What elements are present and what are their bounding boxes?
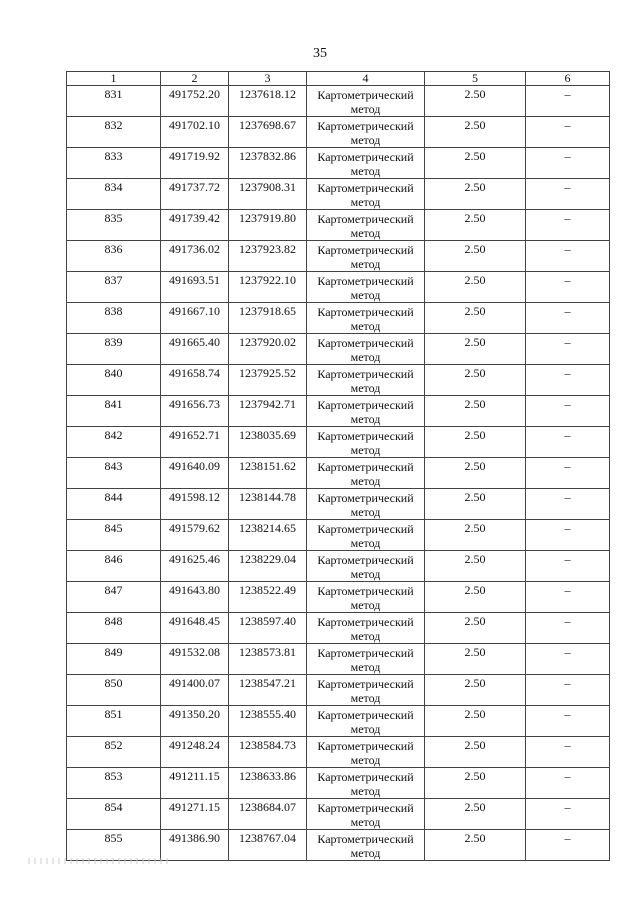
y-coordinate-cell: 1237919.80 (229, 210, 307, 241)
method-line-2: метод (350, 133, 381, 147)
method-line-2: метод (350, 691, 381, 705)
method-line-2: метод (350, 164, 381, 178)
note-cell: – (526, 303, 610, 334)
table-row (67, 86, 610, 117)
method-cell (307, 458, 425, 489)
method-line-2: метод (350, 257, 381, 271)
accuracy-cell: 2.50 (425, 148, 526, 179)
method-cell (307, 489, 425, 520)
point-number-cell: 851 (67, 706, 161, 737)
accuracy-cell: 2.50 (425, 830, 526, 861)
y-coordinate-cell: 1238573.81 (229, 644, 307, 675)
accuracy-cell: 2.50 (425, 737, 526, 768)
method-line-2: метод (350, 629, 381, 643)
method-line-1: Картометрический (317, 119, 414, 133)
note-cell: – (526, 117, 610, 148)
method-cell (307, 582, 425, 613)
y-coordinate-cell: 1238684.07 (229, 799, 307, 830)
table-header-row (67, 72, 610, 86)
method-line-2: метод (350, 288, 381, 302)
method-line-2: метод (350, 536, 381, 550)
note-cell: – (526, 458, 610, 489)
y-coordinate-cell: 1237920.02 (229, 334, 307, 365)
x-coordinate-cell: 491648.45 (161, 613, 229, 644)
x-coordinate-cell: 491271.15 (161, 799, 229, 830)
method-line-1: Картометрический (317, 739, 414, 753)
note-cell: – (526, 613, 610, 644)
accuracy-cell: 2.50 (425, 582, 526, 613)
table-row (67, 768, 610, 799)
note-cell: – (526, 210, 610, 241)
method-line-2: метод (350, 226, 381, 240)
method-line-2: метод (350, 102, 381, 116)
method-cell (307, 737, 425, 768)
x-coordinate-cell: 491752.20 (161, 86, 229, 117)
accuracy-cell: 2.50 (425, 365, 526, 396)
table-row (67, 799, 610, 830)
method-cell (307, 365, 425, 396)
method-cell (307, 210, 425, 241)
method-line-1: Картометрический (317, 646, 414, 660)
point-number-cell: 839 (67, 334, 161, 365)
method-line-2: метод (350, 412, 381, 426)
point-number-cell: 854 (67, 799, 161, 830)
y-coordinate-cell: 1237918.65 (229, 303, 307, 334)
note-cell: – (526, 365, 610, 396)
method-cell (307, 148, 425, 179)
scan-artifact (28, 858, 168, 864)
column-header: 1 (67, 72, 161, 86)
method-line-1: Картометрический (317, 398, 414, 412)
y-coordinate-cell: 1238555.40 (229, 706, 307, 737)
accuracy-cell: 2.50 (425, 179, 526, 210)
y-coordinate-cell: 1238144.78 (229, 489, 307, 520)
column-header: 6 (526, 72, 610, 86)
method-line-2: метод (350, 753, 381, 767)
accuracy-cell: 2.50 (425, 489, 526, 520)
method-line-1: Картометрический (317, 615, 414, 629)
note-cell: – (526, 86, 610, 117)
accuracy-cell: 2.50 (425, 799, 526, 830)
table-row (67, 613, 610, 644)
accuracy-cell: 2.50 (425, 644, 526, 675)
point-number-cell: 853 (67, 768, 161, 799)
y-coordinate-cell: 1238597.40 (229, 613, 307, 644)
method-line-1: Картометрический (317, 522, 414, 536)
x-coordinate-cell: 491665.40 (161, 334, 229, 365)
table-row (67, 582, 610, 613)
note-cell: – (526, 427, 610, 458)
y-coordinate-cell: 1238633.86 (229, 768, 307, 799)
x-coordinate-cell: 491211.15 (161, 768, 229, 799)
method-line-1: Картометрический (317, 832, 414, 846)
point-number-cell: 836 (67, 241, 161, 272)
point-number-cell: 842 (67, 427, 161, 458)
y-coordinate-cell: 1238584.73 (229, 737, 307, 768)
point-number-cell: 844 (67, 489, 161, 520)
point-number-cell: 838 (67, 303, 161, 334)
method-line-2: метод (350, 784, 381, 798)
method-cell (307, 520, 425, 551)
method-line-1: Картометрический (317, 584, 414, 598)
table-row (67, 675, 610, 706)
note-cell: – (526, 241, 610, 272)
method-line-1: Картометрический (317, 305, 414, 319)
note-cell: – (526, 520, 610, 551)
table-row (67, 489, 610, 520)
method-line-2: метод (350, 722, 381, 736)
x-coordinate-cell: 491640.09 (161, 458, 229, 489)
method-line-2: метод (350, 443, 381, 457)
note-cell: – (526, 582, 610, 613)
method-line-1: Картометрический (317, 150, 414, 164)
x-coordinate-cell: 491693.51 (161, 272, 229, 303)
point-number-cell: 845 (67, 520, 161, 551)
note-cell: – (526, 489, 610, 520)
method-cell (307, 86, 425, 117)
accuracy-cell: 2.50 (425, 334, 526, 365)
y-coordinate-cell: 1238229.04 (229, 551, 307, 582)
method-line-2: метод (350, 846, 381, 860)
x-coordinate-cell: 491719.92 (161, 148, 229, 179)
x-coordinate-cell: 491652.71 (161, 427, 229, 458)
method-cell (307, 675, 425, 706)
y-coordinate-cell: 1238035.69 (229, 427, 307, 458)
method-line-1: Картометрический (317, 429, 414, 443)
method-cell (307, 768, 425, 799)
table-row (67, 551, 610, 582)
y-coordinate-cell: 1237923.82 (229, 241, 307, 272)
column-header: 5 (425, 72, 526, 86)
note-cell: – (526, 396, 610, 427)
method-cell (307, 241, 425, 272)
accuracy-cell: 2.50 (425, 303, 526, 334)
accuracy-cell: 2.50 (425, 458, 526, 489)
table-row (67, 520, 610, 551)
method-line-1: Картометрический (317, 367, 414, 381)
method-cell (307, 830, 425, 861)
y-coordinate-cell: 1238767.04 (229, 830, 307, 861)
point-number-cell: 841 (67, 396, 161, 427)
method-cell (307, 644, 425, 675)
table-row (67, 334, 610, 365)
method-line-1: Картометрический (317, 243, 414, 257)
note-cell: – (526, 334, 610, 365)
x-coordinate-cell: 491737.72 (161, 179, 229, 210)
point-number-cell: 840 (67, 365, 161, 396)
x-coordinate-cell: 491702.10 (161, 117, 229, 148)
x-coordinate-cell: 491736.02 (161, 241, 229, 272)
accuracy-cell: 2.50 (425, 520, 526, 551)
note-cell: – (526, 737, 610, 768)
x-coordinate-cell: 491350.20 (161, 706, 229, 737)
accuracy-cell: 2.50 (425, 86, 526, 117)
note-cell: – (526, 179, 610, 210)
point-number-cell: 834 (67, 179, 161, 210)
x-coordinate-cell: 491400.07 (161, 675, 229, 706)
method-line-2: метод (350, 505, 381, 519)
method-line-1: Картометрический (317, 677, 414, 691)
x-coordinate-cell: 491248.24 (161, 737, 229, 768)
table-row (67, 210, 610, 241)
note-cell: – (526, 830, 610, 861)
table-row (67, 241, 610, 272)
y-coordinate-cell: 1238547.21 (229, 675, 307, 706)
column-header: 2 (161, 72, 229, 86)
accuracy-cell: 2.50 (425, 613, 526, 644)
x-coordinate-cell: 491667.10 (161, 303, 229, 334)
method-cell (307, 179, 425, 210)
x-coordinate-cell: 491579.62 (161, 520, 229, 551)
method-cell (307, 551, 425, 582)
method-line-2: метод (350, 474, 381, 488)
table-row (67, 303, 610, 334)
method-cell (307, 334, 425, 365)
method-line-2: метод (350, 598, 381, 612)
note-cell: – (526, 675, 610, 706)
table-row (67, 458, 610, 489)
method-line-1: Картометрический (317, 770, 414, 784)
method-line-1: Картометрический (317, 460, 414, 474)
method-line-2: метод (350, 381, 381, 395)
method-cell (307, 427, 425, 458)
accuracy-cell: 2.50 (425, 427, 526, 458)
method-line-2: метод (350, 319, 381, 333)
note-cell: – (526, 706, 610, 737)
accuracy-cell: 2.50 (425, 675, 526, 706)
accuracy-cell: 2.50 (425, 396, 526, 427)
y-coordinate-cell: 1237925.52 (229, 365, 307, 396)
point-number-cell: 846 (67, 551, 161, 582)
point-number-cell: 849 (67, 644, 161, 675)
point-number-cell: 831 (67, 86, 161, 117)
method-line-2: метод (350, 660, 381, 674)
y-coordinate-cell: 1238214.65 (229, 520, 307, 551)
point-number-cell: 855 (67, 830, 161, 861)
method-cell (307, 799, 425, 830)
table-row (67, 427, 610, 458)
point-number-cell: 833 (67, 148, 161, 179)
method-line-1: Картометрический (317, 88, 414, 102)
x-coordinate-cell: 491386.90 (161, 830, 229, 861)
method-cell (307, 706, 425, 737)
y-coordinate-cell: 1238522.49 (229, 582, 307, 613)
page-number: 35 (313, 46, 327, 61)
y-coordinate-cell: 1237698.67 (229, 117, 307, 148)
table-row (67, 706, 610, 737)
coordinates-table (66, 71, 610, 861)
method-line-2: метод (350, 567, 381, 581)
point-number-cell: 835 (67, 210, 161, 241)
table-row (67, 272, 610, 303)
note-cell: – (526, 272, 610, 303)
point-number-cell: 847 (67, 582, 161, 613)
method-line-1: Картометрический (317, 708, 414, 722)
table-row (67, 644, 610, 675)
note-cell: – (526, 148, 610, 179)
column-header: 3 (229, 72, 307, 86)
method-line-2: метод (350, 350, 381, 364)
table-row (67, 737, 610, 768)
y-coordinate-cell: 1237922.10 (229, 272, 307, 303)
point-number-cell: 852 (67, 737, 161, 768)
accuracy-cell: 2.50 (425, 210, 526, 241)
x-coordinate-cell: 491656.73 (161, 396, 229, 427)
method-line-1: Картометрический (317, 181, 414, 195)
note-cell: – (526, 644, 610, 675)
x-coordinate-cell: 491625.46 (161, 551, 229, 582)
y-coordinate-cell: 1237618.12 (229, 86, 307, 117)
method-line-1: Картометрический (317, 801, 414, 815)
table-row (67, 179, 610, 210)
method-cell (307, 303, 425, 334)
x-coordinate-cell: 491598.12 (161, 489, 229, 520)
note-cell: – (526, 768, 610, 799)
x-coordinate-cell: 491643.80 (161, 582, 229, 613)
accuracy-cell: 2.50 (425, 768, 526, 799)
table-row (67, 148, 610, 179)
y-coordinate-cell: 1237942.71 (229, 396, 307, 427)
accuracy-cell: 2.50 (425, 272, 526, 303)
method-line-1: Картометрический (317, 274, 414, 288)
accuracy-cell: 2.50 (425, 117, 526, 148)
note-cell: – (526, 799, 610, 830)
method-cell (307, 613, 425, 644)
point-number-cell: 850 (67, 675, 161, 706)
method-line-1: Картометрический (317, 336, 414, 350)
point-number-cell: 848 (67, 613, 161, 644)
method-cell (307, 272, 425, 303)
method-line-1: Картометрический (317, 553, 414, 567)
y-coordinate-cell: 1237908.31 (229, 179, 307, 210)
table-row (67, 830, 610, 861)
y-coordinate-cell: 1237832.86 (229, 148, 307, 179)
accuracy-cell: 2.50 (425, 706, 526, 737)
method-line-2: метод (350, 815, 381, 829)
method-cell (307, 396, 425, 427)
note-cell: – (526, 551, 610, 582)
method-line-1: Картометрический (317, 491, 414, 505)
point-number-cell: 837 (67, 272, 161, 303)
method-cell (307, 117, 425, 148)
table-row (67, 117, 610, 148)
point-number-cell: 832 (67, 117, 161, 148)
table-row (67, 365, 610, 396)
table-row (67, 396, 610, 427)
method-line-1: Картометрический (317, 212, 414, 226)
method-line-2: метод (350, 195, 381, 209)
point-number-cell: 843 (67, 458, 161, 489)
x-coordinate-cell: 491658.74 (161, 365, 229, 396)
x-coordinate-cell: 491532.08 (161, 644, 229, 675)
column-header: 4 (307, 72, 425, 86)
accuracy-cell: 2.50 (425, 241, 526, 272)
x-coordinate-cell: 491739.42 (161, 210, 229, 241)
accuracy-cell: 2.50 (425, 551, 526, 582)
y-coordinate-cell: 1238151.62 (229, 458, 307, 489)
